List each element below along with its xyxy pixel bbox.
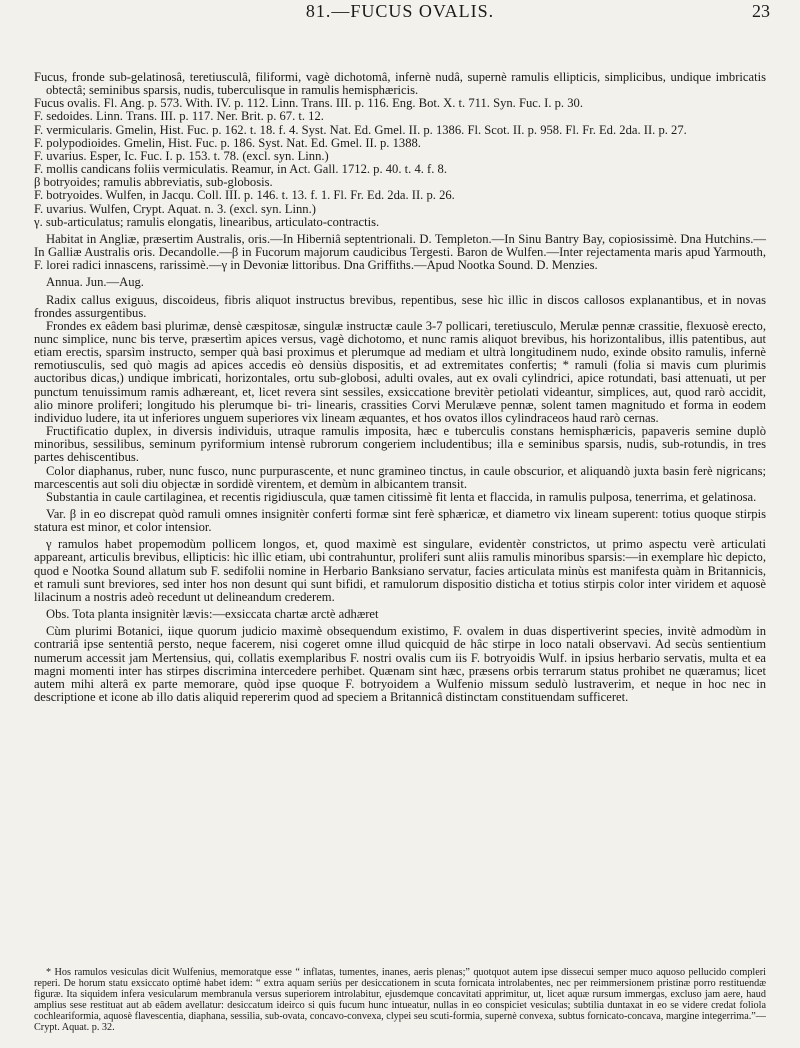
synonym-line: F. sedoides. Linn. Trans. III. p. 117. Ner. Brit. p. 67. t. 12. (34, 109, 324, 124)
synonym-line: F. botryoides. Wulfen, in Jacqu. Coll. III. p. 146. t. 13. f. 1. Fl. Fr. Ed. 2da. II. p. 26. (34, 188, 455, 203)
frondes-paragraph: Frondes ex eâdem basi plurimæ, densè cæspitosæ, singulæ instructæ caule 3-7 pollicari, teretiusculo, Merulæ pennæ crassitie, flexuosè erecto, nunc simplice, nunc bis terve, præsertìm apices versus, vagè dichotomo, et nunc ramis aliquot brevibus, his horizontalibus, illis patentibus, aut etiam erectis, sparsìm instructo, semper quà basi proximus et plerumque ad mediam et ultrà longitudinem nudo, exinde obsito ramulis, infernè remotiusculis, sed quò magis ad apices accedis eò densiùs dispositis, et ad extremitates confertis; * ramuli (folia si mavis cum plurimis auctoribus dicas,) undique imbricati, horizontales, ortu sub-globosi, adulti ovales, aut ex ovali cylindrici, apice rotundati, basi attenuati, ut per punctum tenuissimum ramis adhæreant, et, licet revera sint sessiles, exsiccatione brevitèr petiolati videantur, simplices, aut, quod rarò accidit, alio minore proliferi; longitudo his plerumque bi- tri- linearis, crassities Corvi Merulæve pennæ, solent tamen magnitudo et forma in eodem individuo ludere, ita ut inferiores unguem superiores vix lineam æquantes, et hos ovatos illos cylindraceos haud rarò cernas. (34, 318, 766, 425)
synonymy (34, 71, 766, 229)
duration-paragraph: Annua. Jun.—Aug. (46, 275, 144, 290)
main-text (34, 71, 766, 704)
synonym-line: F. mollis candicans foliis vermiculatis. Reamur, in Act. Gall. 1712. p. 40. t. 4. f. 8. (34, 162, 447, 177)
color-paragraph: Color diaphanus, ruber, nunc fusco, nunc purpurascente, et nunc gramineo tinctus, in caule obscurior, et aliquandò juxta basin ferè nigricans; marcescentis aut soli diu objectæ in sordidè virentem, et demùm in albicantem transit. (34, 463, 766, 491)
variety-gamma: γ. sub-articulatus; ramulis elongatis, linearibus, articulato-contractis. (34, 214, 380, 229)
footnote (34, 968, 766, 1033)
page-title: 81.—FUCUS OVALIS. (305, 1, 495, 21)
page-number: 23 (752, 1, 770, 21)
description (34, 233, 766, 704)
observation-paragraph: Obs. Tota planta insignitèr lævis:—exsiccata chartæ arctè adhæret (46, 607, 379, 622)
diagnosis: Fucus, fronde sub-gelatinosâ, teretiusculâ, filiformi, vagè dichotomâ, infernè nudâ, supernè ramulis ellipticis, simplicibus, undique imbricatis obtectâ; seminibus sparsis, nudis, tuberculisque in ramulis hemisphæricis. (34, 70, 766, 98)
radix-paragraph: Radix callus exiguus, discoideus, fibris aliquot instructus brevibus, repentibus, sese hìc illìc in discos callosos explanantibus, et in novas frondes assurgentibus. (34, 292, 766, 320)
variety-beta: β botryoides; ramulis abbreviatis, sub-globosis. (34, 175, 273, 190)
fructificatio-paragraph: Fructificatio duplex, in diversis individuis, utraque ramulis imposita, hæc e tuberculis constans hemisphæricis, papaveris semine duplò minoribus, sessilibus, seminum pyriformium intensè rubrorum congeriem includentibus; illa e seminibus sparsis, nudis, sub-rotundis, in tres partes dehiscentibus. (34, 424, 766, 465)
synonym-line: F. vermicularis. Gmelin, Hist. Fuc. p. 162. t. 18. f. 4. Syst. Nat. Ed. Gmel. II. p. 1386. Fl. Scot. II. p. 958. Fl. Fr. Ed. 2da. II. p. 27. (34, 122, 687, 137)
footnote-text: * Hos ramulos vesiculas dicit Wulfenius, memoratque esse “ inflatas, tumentes, inanes, aeris plenas;” quotquot autem ipse dissecui semper muco aquoso pellucido compleri reperi. De horum statu exsiccato optimè habet idem: “ extra aquam seriùs per desiccationem in scuta fornicata introlabentes, nec per reimmersionem pristinæ porro restituendæ figuræ. Ita siquidem infera vesicularum membranula versus superiorem introlabitur, ejusdemque concavitati apprimitur, ut, licet aquæ rursum immergas, excluso jam aere, haud amplius sese restituat aut ab eâdem avellatur: desiccatum ideirco si quis fucum hunc intueatur, nullas in eo conspiciet vesiculas; subtilia duntaxat in eo se videre credat foliola cochleariformia, aquosè flavescentia, diaphana, sessilia, sub-ovata, concavo-convexa, clypei seu scuti-formia, supernè convexa, subtus fornicato-concava, margine integerrima.”—Crypt. Aquat. p. 32. (34, 967, 766, 1033)
variety-beta-paragraph: Var. β in eo discrepat quòd ramuli omnes insignitèr conferti formæ sint ferè sphæricæ, et diametro vix lineam superent: totius quoque stirpis statura est minor, et color intensior. (34, 507, 766, 535)
synonym-line: F. polypodioides. Gmelin, Hist. Fuc. p. 186. Syst. Nat. Ed. Gmel. II. p. 1388. (34, 135, 421, 150)
synonym-line: F. uvarius. Wulfen, Crypt. Aquat. n. 3. (excl. syn. Linn.) (34, 201, 316, 216)
running-header (0, 1, 800, 25)
synonym-line: Fucus ovalis. Fl. Ang. p. 573. With. IV. p. 112. Linn. Trans. III. p. 116. Eng. Bot. X. t. 711. Syn. Fuc. I. p. 30. (34, 96, 583, 111)
discussion-paragraph: Cùm plurimi Botanici, iique quorum judicio maximè obsequendum existimo, F. ovalem in duas dispertiverint species, invitè admodùm in contrariâ ipse sententiâ persto, neque facerem, nisi cogeret omne illud quicquid de hâc stirpe in loco natali observavi. Ad secùs sentientium numerum accessit jam Mertensius, qui, collatis exemplaribus F. nostri ovalis cum iis F. botryoidis Wulf. in ipsius herbario servatis, multa et ea magni momenti inter has stirpes discrimina intercedere perhibet. Quænam sint hæc, præsens orbis terrarum status prohibet ne quæramus; licet autem mihi alterâ ex parte memorare, quòd ipse quoque F. botryoidem a Wulfenio missum sedulò lustraverim, et neque in hoc nec in descriptione et icone ab illo datis aliquid repererim quod ad speciem a Britannicâ distinctam constituendam sufficeret. (34, 624, 766, 705)
substantia-paragraph: Substantia in caule cartilaginea, et recentis rigidiuscula, quæ tamen citissimè fit lenta et flaccida, in ramulis pulposa, tenerrima, et gelatinosa. (46, 489, 757, 504)
synonym-line: F. uvarius. Esper, Ic. Fuc. I. p. 153. t. 78. (excl. syn. Linn.) (34, 148, 329, 163)
variety-gamma-paragraph: γ ramulos habet propemodùm pollicem longos, et, quod maximè est singulare, evidentèr constrictos, ut primo aspectu verè articulati appareant, articulis brevibus, ellipticis: hìc illìc etiam, ubi contrahuntur, proliferi sunt aliis ramulis minoribus sparsis:—in exemplare hìc depicto, quod e Nootka Sound allatum sub F. sedifolii nomine in Herbario Banksiano servatur, facies articulata minùs est manifesta quàm in Britannicis, et ramuli sunt breviores, sed inter hos non desunt qui sunt bifidi, et ramulorum dispositio disticha et totius stirpis color inter viridem et aquosè lilacinum a nostris adeò recedunt ut delineandum crederem. (34, 537, 766, 604)
habitat-paragraph: Habitat in Angliæ, præsertim Australis, oris.—In Hiberniâ septentrionali. D. Templeton.—In Sinu Bantry Bay, copiosissimè. Dna Hutchins.—In Galliæ Australis oris. Decandolle.—β in Fucorum majorum caudicibus Tergesti. Baron de Wulfen.—Inter rejectamenta maris apud Yarmouth, F. lorei radici innascens, rarissimè.—γ in Devoniæ littoribus. Dna Griffiths.—Apud Nootka Sound. D. Menzies. (34, 231, 766, 273)
